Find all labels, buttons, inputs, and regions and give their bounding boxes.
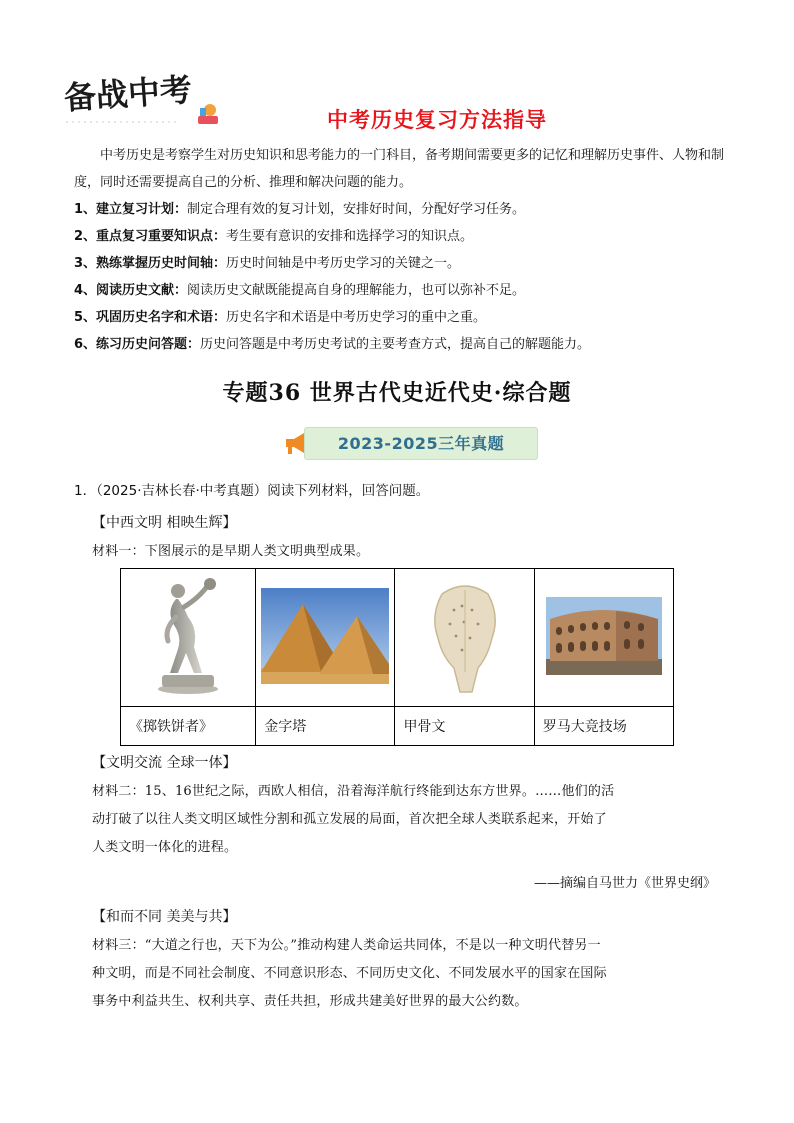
material-text: 材料二：15、16世纪之际，西欧人相信，沿着海洋航行终能到达东方世界。……他们的活	[92, 784, 615, 799]
material-text: 事务中利益共生、权利共享、责任共担，形成共建美好世界的最大公约数。	[92, 994, 528, 1009]
artifact-caption: 甲骨文	[395, 707, 534, 746]
tip-label: 4、阅读历史文献：	[74, 283, 188, 298]
section-heading: 【中西文明 相映生辉】	[92, 515, 237, 531]
year-badge	[282, 424, 540, 462]
list-item	[74, 223, 734, 250]
tip-label: 5、巩固历史名字和术语：	[74, 310, 227, 325]
tip-label: 6、练习历史问答题：	[74, 337, 201, 352]
pyramids-image	[261, 588, 389, 684]
list-item	[74, 277, 734, 304]
material-text: 种文明，而是不同社会制度、不同意识形态、不同历史文化、不同发展水平的国家在国际	[92, 966, 607, 981]
question-stem: 1．（2025·吉林长春·中考真题）阅读下列材料，回答问题。	[74, 483, 430, 499]
badge-label: 2023-2025三年真题	[304, 427, 538, 460]
tip-text: 历史时间轴是中考历史学习的关键之一。	[226, 256, 461, 271]
list-item	[74, 331, 734, 358]
tip-text: 制定合理有效的复习计划，安排好时间，分配好学习任务。	[187, 202, 526, 217]
source-citation: ——摘编自马世力《世界史纲》	[533, 876, 716, 891]
artifact-caption: 《掷铁饼者》	[121, 707, 256, 746]
artifact-caption: 罗马大竞技场	[534, 707, 673, 746]
intro-paragraph: 中考历史是考察学生对历史知识和思考能力的一门科目，备考期间需要更多的记忆和理解历史事件、人物和制度，同时还需要提高自己的分析、推理和解决问题的能力。	[74, 148, 725, 190]
material-text: 材料一：下图展示的是早期人类文明典型成果。	[92, 544, 370, 559]
tip-label: 1、建立复习计划：	[74, 202, 188, 217]
tips-list	[74, 196, 734, 358]
tip-text: 历史问答题是中考历史考试的主要考查方式，提高自己的解题能力。	[200, 337, 591, 352]
artifact-image-cell	[534, 569, 673, 707]
discobolus-statue-image	[148, 577, 228, 695]
document-title: 中考历史复习方法指导	[327, 108, 547, 132]
oracle-bone-image	[428, 576, 502, 696]
material-text: 动打破了以往人类文明区域性分割和孤立发展的局面，首次把全球人类联系起来，开始了	[92, 812, 607, 827]
artifact-image-cell	[395, 569, 534, 707]
colosseum-image	[546, 597, 662, 675]
material-text: 人类文明一体化的进程。	[92, 840, 238, 855]
tip-text: 历史名字和术语是中考历史学习的重中之重。	[226, 310, 487, 325]
artifact-image-cell	[256, 569, 395, 707]
list-item	[74, 304, 734, 331]
artifact-table	[120, 568, 674, 746]
section-heading: 【文明交流 全球一体】	[92, 755, 237, 771]
tip-label: 3、熟练掌握历史时间轴：	[74, 256, 227, 271]
section-heading: 【和而不同 美美与共】	[92, 909, 237, 925]
artifact-image-cell	[121, 569, 256, 707]
artifact-caption: 金字塔	[256, 707, 395, 746]
list-item	[74, 250, 734, 277]
tip-label: 2、重点复习重要知识点：	[74, 229, 227, 244]
tip-text: 考生要有意识的安排和选择学习的知识点。	[226, 229, 474, 244]
topic-title: 专题36 世界古代史近代史·综合题	[222, 380, 572, 406]
logo-wordmark: 备战中考	[62, 70, 194, 118]
material-text: 材料三：“大道之行也，天下为公。”推动构建人类命运共同体，不是以一种文明代替另一	[92, 938, 601, 953]
list-item	[74, 196, 734, 223]
tip-text: 阅读历史文献既能提高自身的理解能力，也可以弥补不足。	[187, 283, 526, 298]
